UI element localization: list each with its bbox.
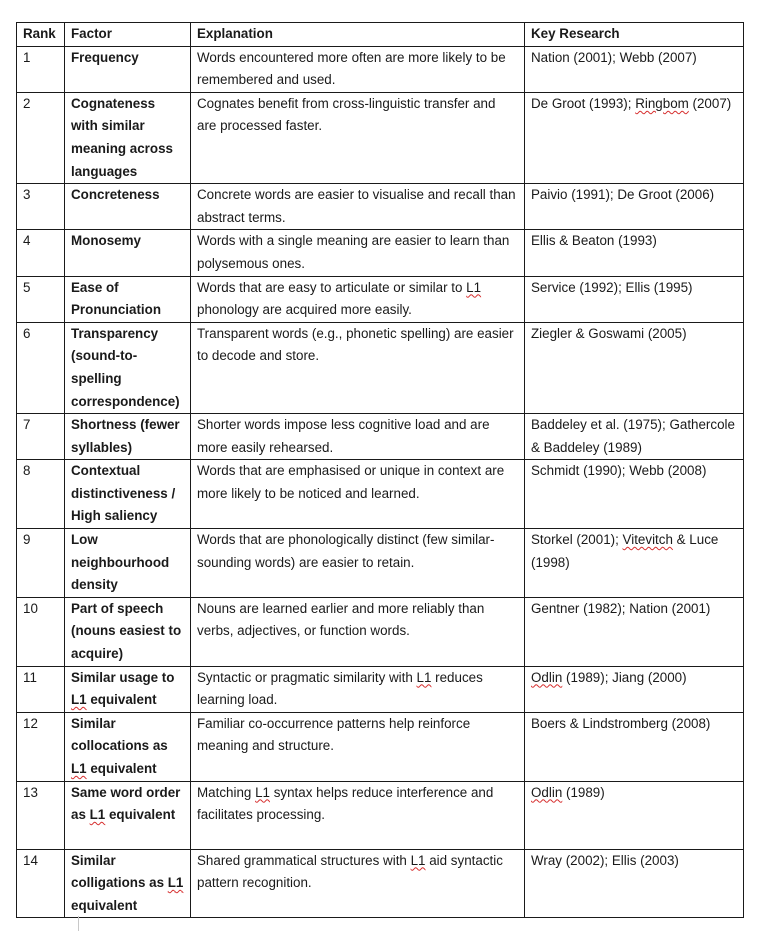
- explanation-cell[interactable]: [191, 781, 525, 849]
- table-row: [17, 414, 744, 460]
- key-research-cell[interactable]: Ziegler & Goswami (2005): [525, 322, 744, 413]
- explanation-text: reduces learning load.: [197, 669, 483, 708]
- explanation-text: syntax helps reduce interference and facilitates processing.: [197, 784, 494, 823]
- explanation-cell[interactable]: [191, 276, 525, 322]
- explanation-text: phonology are acquired more easily.: [197, 302, 412, 318]
- rank-cell[interactable]: 4: [17, 230, 65, 276]
- table-row: [17, 46, 744, 92]
- factor-cell[interactable]: Monosemy: [65, 230, 191, 276]
- explanation-text: Shared grammatical structures with: [197, 852, 411, 868]
- table-row: [17, 322, 744, 413]
- explanation-cell[interactable]: Words with a single meaning are easier to learn than polysemous ones.: [191, 230, 525, 276]
- explanation-cell[interactable]: Shorter words impose less cognitive load and are more easily rehearsed.: [191, 414, 525, 460]
- explanation-cell[interactable]: Words that are emphasised or unique in context are more likely to be noticed and learned.: [191, 460, 525, 529]
- explanation-text: Syntactic or pragmatic similarity with: [197, 669, 417, 685]
- key-research-cell[interactable]: Boers & Lindstromberg (2008): [525, 712, 744, 781]
- spellcheck-flagged-word[interactable]: Ringbom: [635, 95, 689, 111]
- spellcheck-flagged-word[interactable]: L1: [416, 669, 432, 685]
- factor-text: equivalent: [86, 761, 157, 776]
- explanation-cell[interactable]: Words that are phonologically distinct (few similar-sounding words) are easier to retain.: [191, 529, 525, 598]
- rank-cell[interactable]: 1: [17, 46, 65, 92]
- spellcheck-flagged-word[interactable]: L1: [71, 692, 87, 708]
- citation-text: (2007): [688, 95, 732, 111]
- explanation-cell[interactable]: Concrete words are easier to visualise and recall than abstract terms.: [191, 184, 525, 230]
- spellcheck-flagged-word[interactable]: L1: [167, 875, 184, 891]
- factor-cell[interactable]: Contextual distinctiveness / High saliency: [65, 460, 191, 529]
- factor-cell[interactable]: Ease of Pronunciation: [65, 276, 191, 322]
- factor-cell[interactable]: [65, 849, 191, 918]
- table-row: [17, 597, 744, 666]
- table-header-row: [17, 23, 744, 47]
- rank-cell[interactable]: 7: [17, 414, 65, 460]
- rank-cell[interactable]: 14: [17, 849, 65, 918]
- factor-cell[interactable]: Frequency: [65, 46, 191, 92]
- rank-cell[interactable]: 2: [17, 92, 65, 183]
- rank-cell[interactable]: 13: [17, 781, 65, 849]
- key-research-cell[interactable]: Wray (2002); Ellis (2003): [525, 849, 744, 918]
- citation-text: & Luce (1998): [531, 532, 719, 570]
- rank-cell[interactable]: 12: [17, 712, 65, 781]
- factor-cell[interactable]: Cognateness with similar meaning across languages: [65, 92, 191, 183]
- factor-text: Same word order as: [71, 784, 181, 823]
- explanation-cell[interactable]: Familiar co-occurrence patterns help reinforce meaning and structure.: [191, 712, 525, 781]
- key-research-cell[interactable]: Schmidt (1990); Webb (2008): [525, 460, 744, 529]
- explanation-cell[interactable]: Transparent words (e.g., phonetic spelling) are easier to decode and store.: [191, 322, 525, 413]
- rank-cell[interactable]: 10: [17, 597, 65, 666]
- factor-cell[interactable]: Part of speech (nouns easiest to acquire): [65, 597, 191, 666]
- key-research-cell[interactable]: Nation (2001); Webb (2007): [525, 46, 744, 92]
- spellcheck-flagged-word[interactable]: L1: [466, 279, 482, 295]
- header-key-research[interactable]: Key Research: [525, 23, 744, 47]
- factor-text: equivalent: [105, 807, 176, 823]
- explanation-cell[interactable]: Cognates benefit from cross-linguistic transfer and are processed faster.: [191, 92, 525, 183]
- explanation-cell[interactable]: [191, 849, 525, 918]
- rank-cell[interactable]: 11: [17, 666, 65, 712]
- rank-cell[interactable]: 8: [17, 460, 65, 529]
- key-research-cell[interactable]: Gentner (1982); Nation (2001): [525, 597, 744, 666]
- spellcheck-flagged-word[interactable]: Vitevitch: [622, 532, 673, 548]
- citation-text: Storkel (2001);: [531, 532, 623, 548]
- explanation-text: Matching: [197, 784, 256, 800]
- citation-text: De Groot (1993);: [531, 95, 636, 111]
- rank-cell[interactable]: 3: [17, 184, 65, 230]
- key-research-cell[interactable]: [525, 781, 744, 849]
- factor-cell[interactable]: [65, 781, 191, 849]
- key-research-cell[interactable]: [525, 666, 744, 712]
- factor-text: equivalent: [86, 692, 157, 708]
- key-research-cell[interactable]: [525, 529, 744, 598]
- vocabulary-factors-table: [16, 22, 744, 918]
- explanation-text: aid syntactic pattern recognition.: [197, 852, 503, 891]
- key-research-cell[interactable]: Paivio (1991); De Groot (2006): [525, 184, 744, 230]
- key-research-cell[interactable]: Service (1992); Ellis (1995): [525, 276, 744, 322]
- spellcheck-flagged-word[interactable]: L1: [255, 784, 270, 800]
- table-row: [17, 230, 744, 276]
- spellcheck-flagged-word[interactable]: L1: [410, 852, 426, 868]
- table-row: [17, 712, 744, 781]
- factor-text: equivalent: [71, 897, 138, 913]
- explanation-cell[interactable]: Nouns are learned earlier and more reliably than verbs, adjectives, or function words.: [191, 597, 525, 666]
- factor-cell[interactable]: Transparency (sound-to-spelling correspondence): [65, 322, 191, 413]
- factor-cell[interactable]: Shortness (fewer syllables): [65, 414, 191, 460]
- citation-text: (1989); Jiang (2000): [562, 669, 687, 685]
- table-row: [17, 276, 744, 322]
- citation-text: (1989): [562, 784, 605, 800]
- factor-text: Similar collocations as: [71, 715, 168, 754]
- table-row: [17, 781, 744, 849]
- rank-cell[interactable]: 6: [17, 322, 65, 413]
- spellcheck-flagged-word[interactable]: Odlin: [531, 784, 563, 800]
- explanation-cell[interactable]: [191, 666, 525, 712]
- factor-text: Similar colligations as: [71, 852, 168, 891]
- key-research-cell[interactable]: Ellis & Beaton (1993): [525, 230, 744, 276]
- explanation-text: Words that are easy to articulate or similar to: [197, 279, 467, 295]
- header-rank[interactable]: Rank: [17, 23, 65, 47]
- factor-cell[interactable]: Low neighbourhood density: [65, 529, 191, 598]
- explanation-cell[interactable]: Words encountered more often are more likely to be remembered and used.: [191, 46, 525, 92]
- table-row: [17, 849, 744, 918]
- factor-cell[interactable]: Concreteness: [65, 184, 191, 230]
- table-row: [17, 666, 744, 712]
- rank-cell[interactable]: 5: [17, 276, 65, 322]
- spellcheck-flagged-word[interactable]: Odlin: [531, 669, 563, 685]
- table-row: [17, 460, 744, 529]
- header-factor[interactable]: Factor: [65, 23, 191, 47]
- factor-text: Similar usage to: [71, 669, 175, 685]
- factor-cell[interactable]: [65, 712, 191, 781]
- rank-cell[interactable]: 9: [17, 529, 65, 598]
- key-research-cell[interactable]: [525, 92, 744, 183]
- table-row: [17, 92, 744, 183]
- spellcheck-flagged-word[interactable]: L1: [89, 807, 106, 823]
- header-explanation[interactable]: Explanation: [191, 23, 525, 47]
- key-research-cell[interactable]: Baddeley et al. (1975); Gathercole & Baddeley (1989): [525, 414, 744, 460]
- table-row: [17, 184, 744, 230]
- text-boundary-guide: [78, 916, 79, 931]
- factor-cell[interactable]: [65, 666, 191, 712]
- table-row: [17, 529, 744, 598]
- spellcheck-flagged-word[interactable]: L1: [71, 761, 87, 776]
